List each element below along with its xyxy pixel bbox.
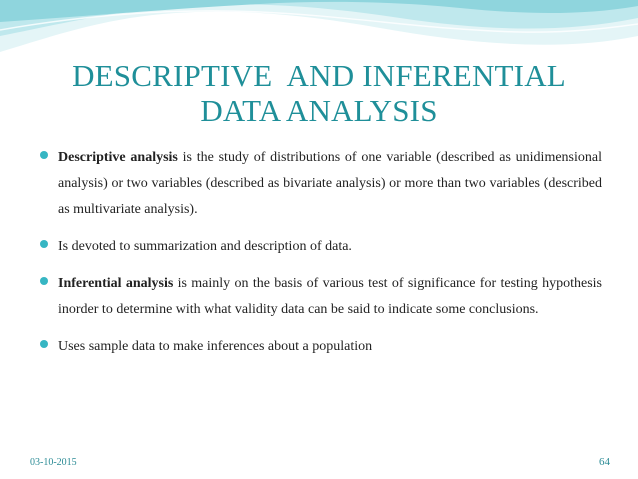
bullet-text	[58, 271, 602, 323]
bullet-item-inferential-analysis	[40, 271, 602, 323]
bullet-body: Is devoted to summarization and description of data.	[58, 239, 352, 254]
bullet-bold-term: Descriptive analysis	[58, 150, 178, 165]
bullet-item-sample-data	[40, 334, 602, 360]
bullet-dot-icon	[40, 240, 48, 248]
bullet-dot-icon	[40, 277, 48, 285]
page-number: 64	[599, 456, 610, 468]
bullet-body: Uses sample data to make inferences about a population	[58, 339, 373, 354]
slide-title	[20, 58, 618, 128]
bullet-dot-icon	[40, 340, 48, 348]
bullet-item-descriptive-analysis	[40, 145, 602, 223]
bullet-item-summarization	[40, 234, 602, 260]
bullet-text	[58, 334, 602, 360]
slide-title-line-1: DESCRIPTIVE AND INFERENTIAL	[72, 58, 566, 93]
bullet-body: is the study of distributions of one variable (described as unidimensional analysis) or two variables (described as bivariate analysis) or more than two variables (described as multivariate analysis).	[58, 150, 602, 217]
bullet-dot-icon	[40, 151, 48, 159]
bullet-bold-term: Inferential analysis	[58, 276, 174, 291]
bullet-text	[58, 145, 602, 223]
bullet-list	[40, 145, 602, 371]
bullet-body: is mainly on the basis of various test of significance for testing hypothesis inorder to determine with what validity data can be said to indicate some conclusions.	[58, 276, 603, 317]
bullet-text	[58, 234, 602, 260]
footer-date: 03-10-2015	[30, 457, 77, 468]
slide-title-line-2: DATA ANALYSIS	[200, 93, 438, 128]
